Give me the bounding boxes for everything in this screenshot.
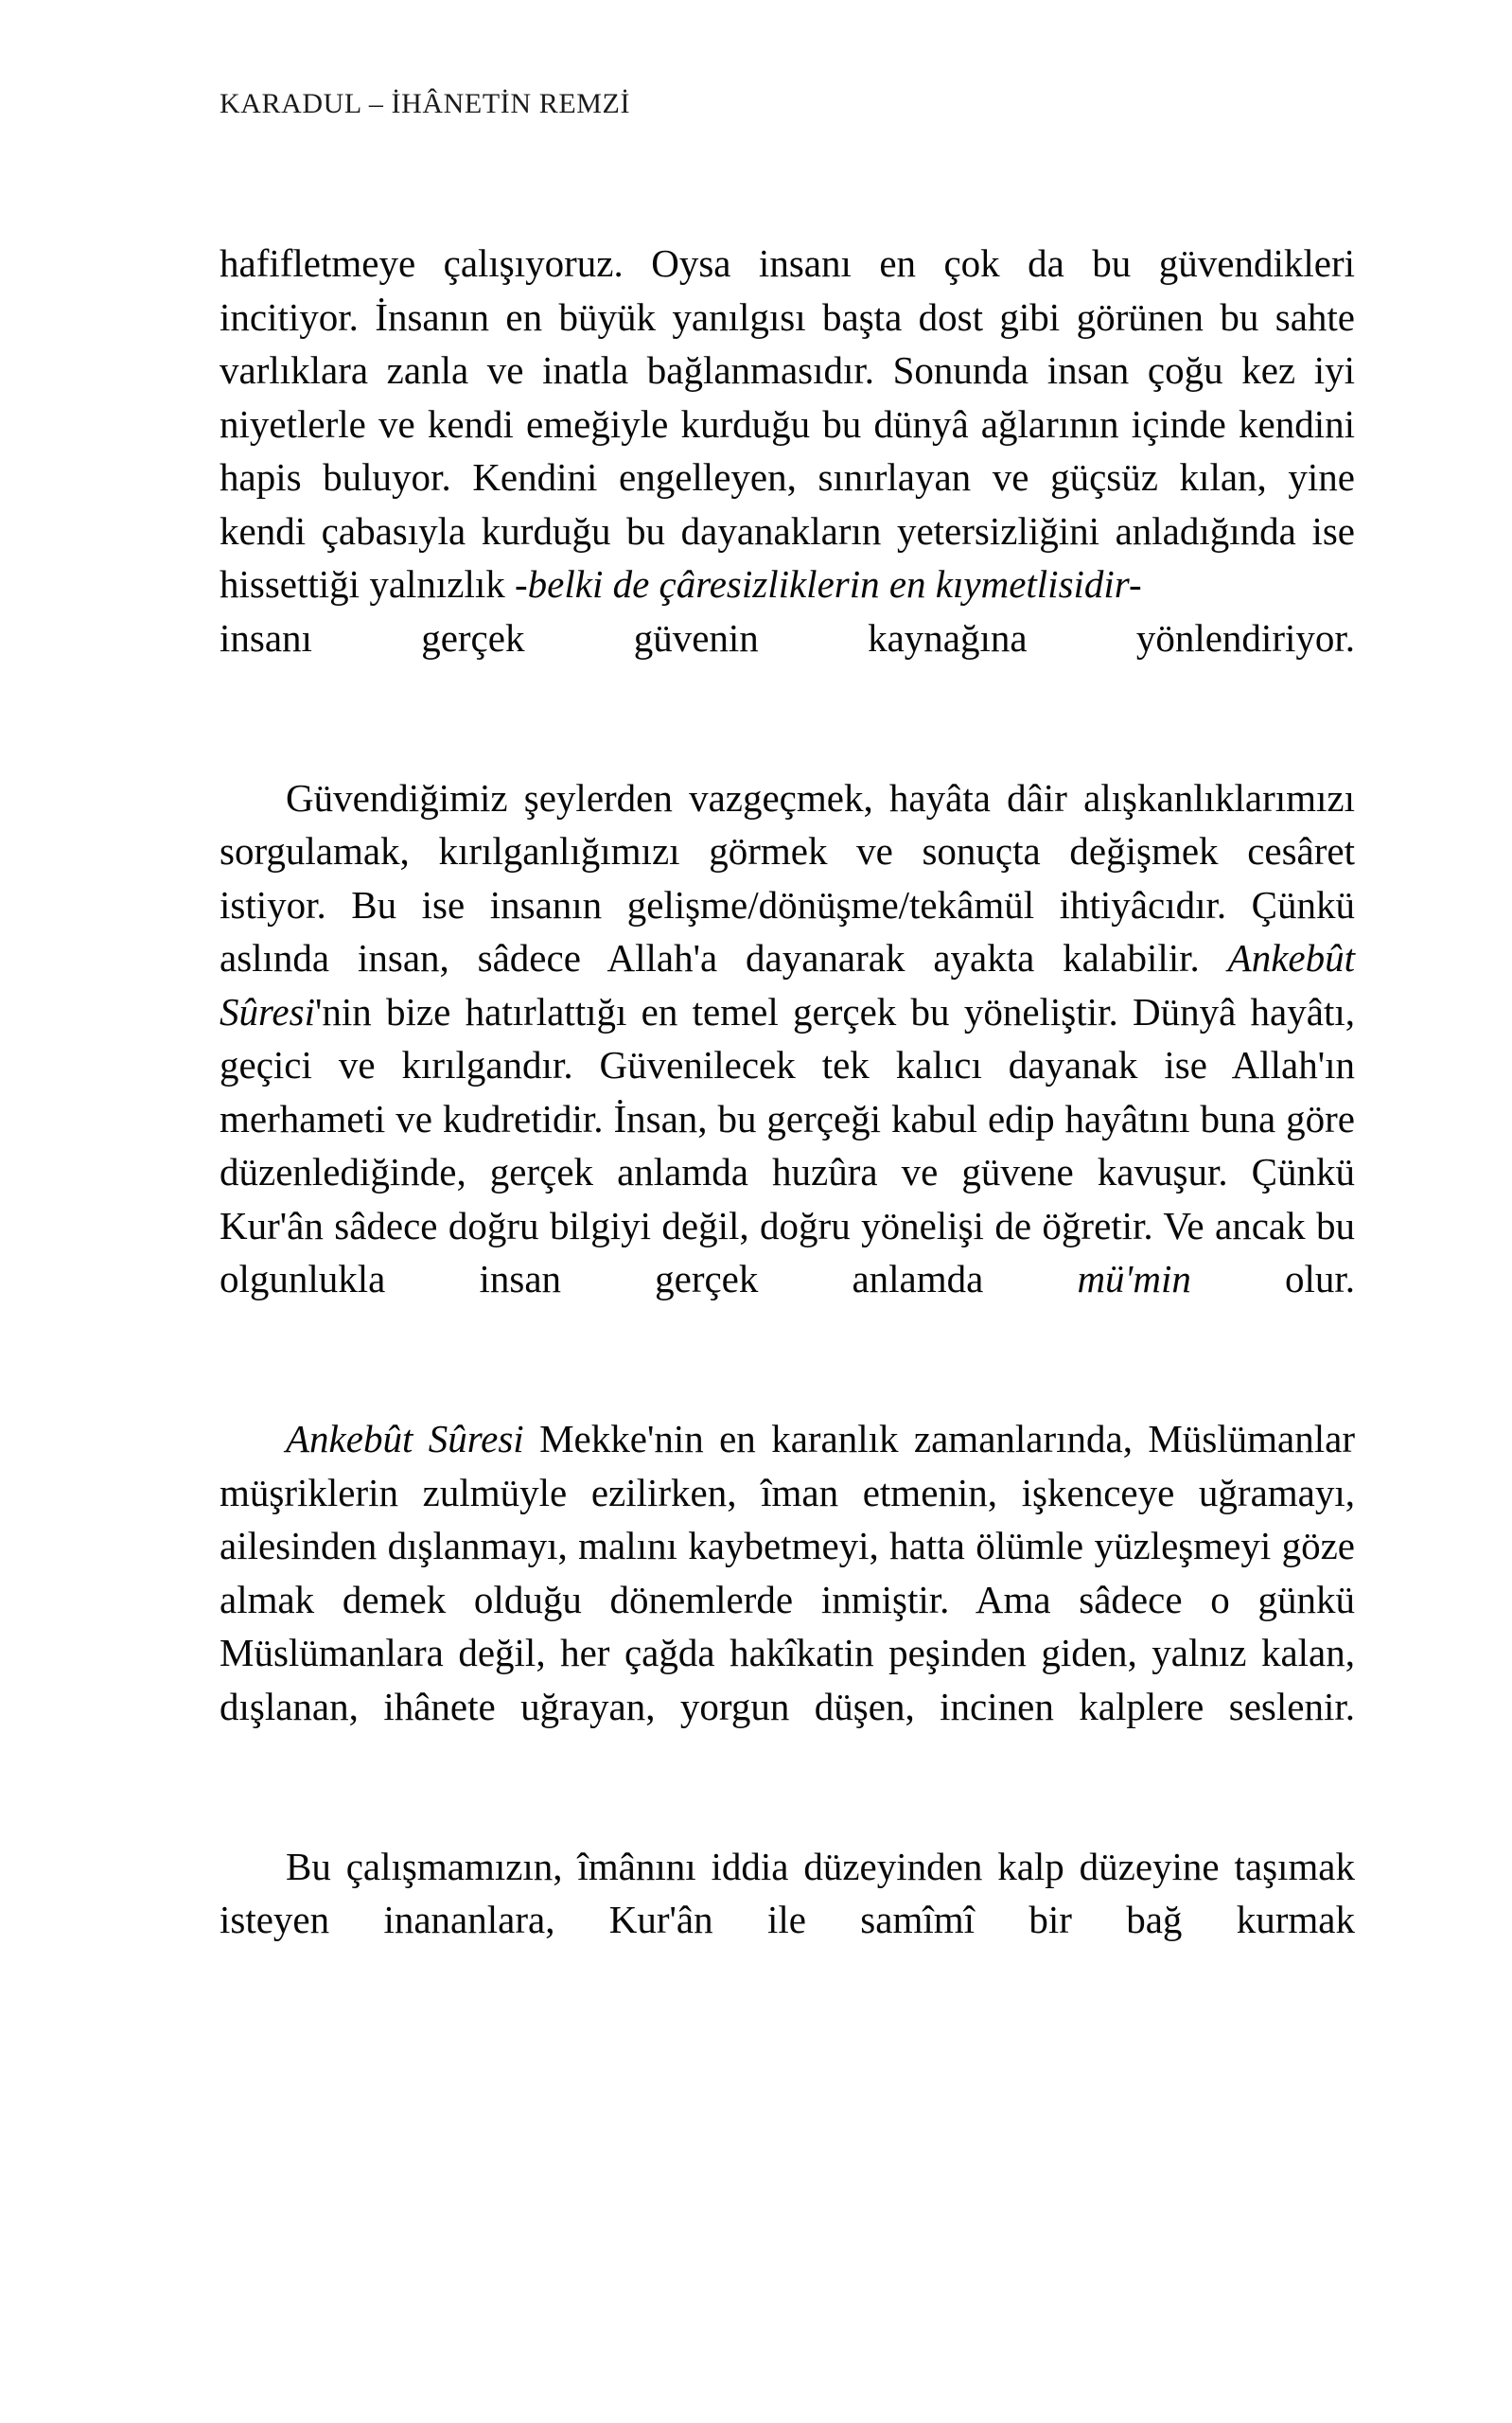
text-run-italic: mü'min (1077, 1257, 1191, 1300)
text-run: hafifletmeye çalışıyoruz. Oysa insanı en çok da bu güvendikleri incitiyor. İnsanın en büyük yanılgısı başta dost gibi görünen bu sahte varlıklara zanla ve inatla bağlanmasıdır. Sonunda insan çoğu kez iyi niyetlerle ve kendi emeğiyle kurduğu bu dünyâ ağlarının içinde kendini hapis buluyor. Kendini engelleyen, sınırlayan ve güçsüz kılan, yine kendi çabasıyla kurduğu bu dayanakların yetersizliğini anladığında ise hissettiği yalnızlık (220, 241, 1355, 606)
paragraph-1 (220, 237, 1355, 718)
text-run: Güvendiğimiz şeylerden vazgeçmek, hayâta dâir alışkanlıklarımızı sorgulamak, kırılganlığımızı görmek ve sonuçta değişmek cesâret istiyor. Bu ise insanın gelişme/dönüşme/tekâmül ihtiyâcıdır. Çünkü aslında insan, sâdece Allah'a dayanarak ayakta kalabilir. (220, 775, 1355, 980)
text-run-italic: -belki de çâresizliklerin en kıymetlisidir- (515, 562, 1142, 606)
text-run-italic: Ankebût Sûresi (286, 1417, 524, 1460)
text-run: Mekke'nin en karanlık zamanlarında, Müslümanlar müşriklerin zulmüyle ezilirken, îman etmenin, işkenceye uğramayı, ailesinden dışlanmayı, malını kaybetmeyi, hatta ölümle yüzleşmeyi göze almak demek olduğu dönemlerde inmiştir. Ama sâdece o günkü Müslümanlara değil, her çağda hakîkatin peşinden giden, yalnız kalan, dışlanan, ihânete uğrayan, yorgun düşen, incinen kalplere seslenir. (220, 1417, 1356, 1728)
paragraph-3 (220, 1412, 1355, 1787)
paragraph-4 (220, 1840, 1355, 2001)
body-text-column (220, 237, 1355, 2000)
text-run: 'nin bize hatırlattığı en temel gerçek bu yöneliştir. Dünyâ hayâtı, geçici ve kırılgandır. Güvenilecek tek kalıcı dayanak ise Allah'ın merhameti ve kudretidir. İnsan, bu gerçeği kabul edip hayâtını buna göre düzenlediğinde, gerçek anlamda huzûra ve güvene kavuşur. Çünkü Kur'ân sâdece doğru bilgiyi değil, doğru yönelişi de öğretir. Ve ancak bu olgunlukla insan gerçek anlamda (220, 989, 1355, 1300)
paragraph-2 (220, 771, 1355, 1360)
text-run: insanı gerçek güvenin kaynağına yönlendiriyor. (220, 615, 1355, 660)
text-run-italic: Ankebût Sûresi (220, 936, 1355, 1034)
text-run: Bu çalışmamızın, îmânını iddia düzeyinden kalp düzeyine taşımak isteyen inananlara, Kur'ân ile samîmî bir bağ kurmak (220, 1844, 1355, 1941)
text-run: olur. (1190, 1257, 1355, 1300)
running-head: KARADUL – İHÂNETİN REMZİ (220, 88, 631, 119)
